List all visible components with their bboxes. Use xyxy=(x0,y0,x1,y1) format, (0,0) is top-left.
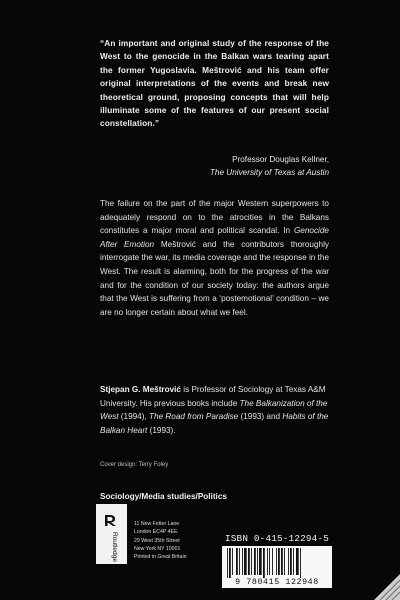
isbn-label: ISBN 0-415-12294-5 xyxy=(225,533,330,544)
address-line: 29 West 35th Street xyxy=(134,537,180,544)
routledge-logo-icon xyxy=(96,504,127,564)
barcode-bars-icon xyxy=(227,548,327,578)
bio-text-2: (1994), xyxy=(118,412,150,422)
address-line: Printed in Great Britain xyxy=(134,554,187,561)
review-quote-text: “An important and original study of the response of the West to the genocide in the Balkan wars tearing apart the former Yugoslavia. Meštrović and his team offer original interpretations of the events and break new theoretical ground, proposing concepts that will help illuminate some of the features of our present social constellation.” xyxy=(100,38,329,129)
previous-book-1: The Balkanization of the West xyxy=(100,398,328,422)
publisher-logo xyxy=(96,504,127,564)
address-line: London EC4P 4EE xyxy=(134,529,178,536)
book-description xyxy=(100,197,329,319)
bio-text-4: (1993). xyxy=(147,425,176,435)
address-line: New York NY 10001 xyxy=(134,545,181,552)
publisher-address xyxy=(134,520,186,561)
description-part-1: The failure on the part of the major Western superpowers to adequately respond on to the atrocities in the Balkans constitutes a major moral and political scandal. In xyxy=(100,199,329,236)
description-part-2: Meštrović and the contributors thoroughly interrogate the war, its media coverage and the response in the West. The result is alarming, both for the progress of the war and for the condition of our society today: the authors argue that the West is suffering from a ‘postemotional’ condition – we are no longer certain about what we feel. xyxy=(100,239,329,317)
corner-pattern-icon xyxy=(374,574,400,600)
barcode-number: 9 780415 122948 xyxy=(235,578,319,587)
author-bio xyxy=(100,383,329,437)
cover-design-credit: Cover design: Terry Foley xyxy=(100,462,169,468)
barcode xyxy=(222,546,332,588)
review-quote xyxy=(100,37,329,131)
quote-author: Professor Douglas Kellner, xyxy=(232,155,329,164)
previous-book-2: The Road from Paradise xyxy=(149,412,239,422)
address-line: 11 New Fetter Lane xyxy=(134,521,180,527)
book-title-inline: Genocide After Emotion xyxy=(100,226,329,249)
quote-attribution xyxy=(100,153,329,179)
bio-text-1: is Professor of Sociology at Texas A&M University. His previous books include xyxy=(100,385,326,408)
quote-institution: The University of Texas at Austin xyxy=(209,168,329,178)
bio-text-3: (1993) and xyxy=(238,412,283,422)
subject-categories: Sociology/Media studies/Politics xyxy=(100,492,227,501)
publisher-footer xyxy=(96,504,334,594)
author-name: Stjepan G. Meštrović xyxy=(100,385,181,394)
publisher-logo-text: Routledge xyxy=(111,532,118,563)
previous-book-3: Habits of the Balkan Heart xyxy=(100,412,329,435)
